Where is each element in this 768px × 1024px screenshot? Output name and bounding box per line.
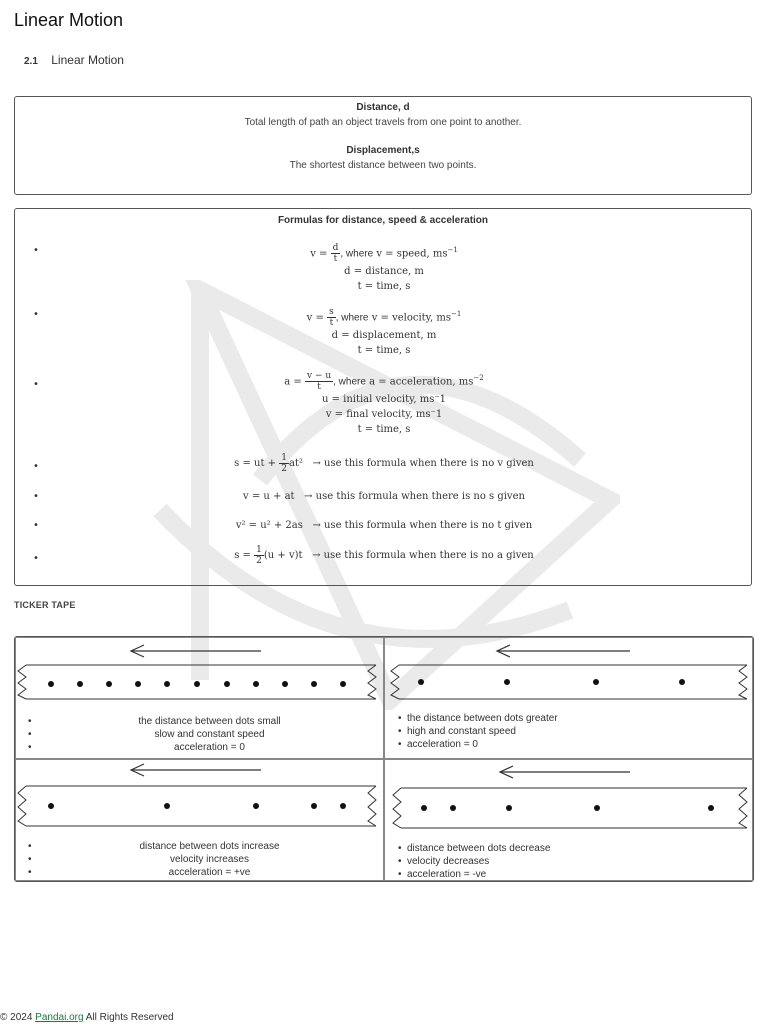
- footer-link[interactable]: Pandai.org: [35, 1012, 84, 1023]
- formula-no-a: • s = $\frac{1}{2}$ (u + v)t → use this formula when there is no a given: [33, 545, 534, 566]
- ticker-notes: • distance between dots decrease • velocity decreases • acceleration = -ve: [398, 842, 748, 881]
- section-heading: [24, 53, 124, 67]
- section-title: Linear Motion: [51, 53, 124, 67]
- formula-no-s: • v = u + at → use this formula when there is no s given: [33, 491, 525, 502]
- formula-no-t: • v² = u² + 2as → use this formula when there is no t given: [33, 520, 533, 531]
- ticker-notes: • the distance between dots greater • high and constant speed • acceleration = 0: [398, 712, 748, 751]
- formula-no-v: • s = ut + $\frac{1}{2}$ at² → use this formula when there is no v given: [33, 453, 534, 474]
- definition-term: Displacement,s: [346, 145, 420, 156]
- formula-speed: • v = $\frac{d}{t}$ , where v = speed, $ms^{-1}$ d = distance, m t = time, s: [33, 243, 458, 293]
- direction-arrow-icon: [131, 645, 261, 657]
- footer: © 2024 Pandai.org All Rights Reserved: [0, 1012, 174, 1023]
- definition-text: Total length of path an object travels from one point to another.: [244, 117, 522, 128]
- ticker-cell-small-constant: [15, 637, 384, 759]
- direction-arrow-icon: [131, 764, 261, 776]
- ticker-tape-heading: TICKER TAPE: [14, 600, 76, 610]
- ticker-notes: • the distance between dots small • slow and constant speed • acceleration = 0: [32, 715, 387, 754]
- page-title: Linear Motion: [14, 10, 124, 30]
- ticker-cell-accelerating: [15, 759, 384, 881]
- definition-term: Distance, d: [356, 102, 410, 113]
- formulas-title: Formulas for distance, speed & acceleration: [277, 215, 489, 226]
- formula-velocity: • v = $\frac{s}{t}$ , where v = velocity, $ms^{-1}$ d = displacement, m t = time, s: [33, 307, 462, 357]
- formula-acceleration: • a = $\frac{v - u}{t}$ , where a = acceleration, $ms^{-2}$ u = initial velocity, ms⁻1 v = final velocity, ms⁻1 t = time, s: [33, 371, 484, 436]
- ticker-cell-decelerating: [384, 759, 753, 881]
- ticker-cell-large-constant: [384, 637, 753, 759]
- ticker-tape-grid: [14, 636, 754, 882]
- direction-arrow-icon: [500, 766, 630, 778]
- definition-text: The shortest distance between two points.: [289, 160, 477, 171]
- definitions-box: [14, 96, 752, 195]
- ticker-notes: • distance between dots increase • velocity increases • acceleration = +ve: [32, 840, 387, 879]
- direction-arrow-icon: [497, 645, 630, 657]
- section-number: 2.1: [24, 56, 38, 67]
- formulas-box: [14, 208, 752, 586]
